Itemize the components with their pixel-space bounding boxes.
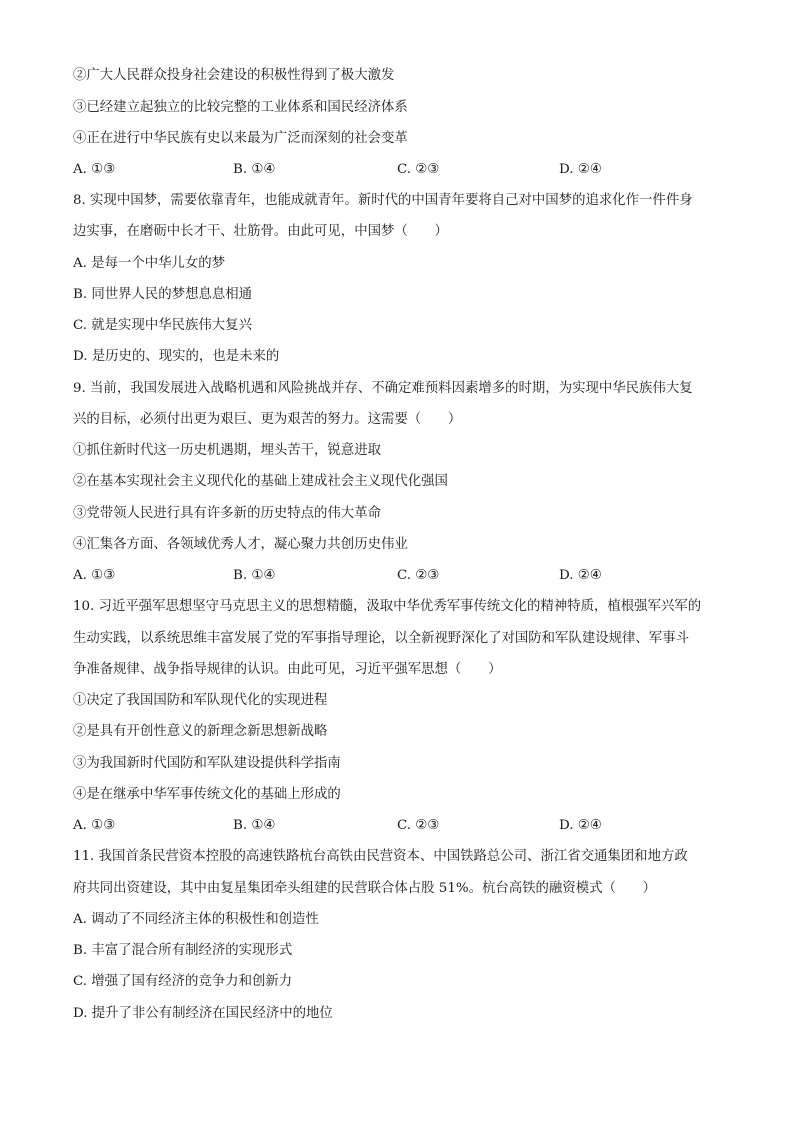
q7-statement-2: ②广大人民群众投身社会建设的积极性得到了极大激发 [73,68,395,83]
q7-option-d: D. ②④ [559,162,602,177]
q10-statement-1: ①决定了我国国防和军队现代化的实现进程 [73,693,328,708]
q10-stem-line-1: 10. 习近平强军思想坚守马克思主义的思想精髓，汲取中华优秀军事传统文化的精神特质，植根强军兴军的 [73,599,702,614]
q9-statement-3: ③党带领人民进行具有许多新的历史特点的伟大革命 [73,506,381,521]
q9-option-b: B. ①④ [233,568,276,583]
q7-option-a: A. ①③ [73,162,116,177]
q9-option-a: A. ①③ [73,568,116,583]
q9-stem-line-2: 兴的目标，必须付出更为艰巨、更为艰苦的努力。这需要（ ） [73,412,462,427]
q10-option-d: D. ②④ [559,818,602,833]
q11-option-b: B. 丰富了混合所有制经济的实现形式 [73,943,293,958]
q10-statement-3: ③为我国新时代国防和军队建设提供科学指南 [73,756,341,771]
q10-stem-line-3: 争准备规律、战争指导规律的认识。由此可见，习近平强军思想（ ） [73,662,502,677]
q7-statement-4: ④正在进行中华民族有史以来最为广泛而深刻的社会变革 [73,131,408,146]
q7-option-c: C. ②③ [397,162,440,177]
q10-option-a: A. ①③ [73,818,116,833]
q8-stem-line-2: 边实事，在磨砺中长才干、壮筋骨。由此可见，中国梦（ ） [73,224,448,239]
q10-option-c: C. ②③ [397,818,440,833]
q11-stem-line-1: 11. 我国首条民营资本控股的高速铁路杭台高铁由民营资本、中国铁路总公司、浙江省交通集团和地方政 [73,849,688,864]
q8-stem-line-1: 8. 实现中国梦，需要依靠青年，也能成就青年。新时代的中国青年要将自己对中国梦的追求化作一件件身 [73,193,693,208]
q9-statement-2: ②在基本实现社会主义现代化的基础上建成社会主义现代化强国 [73,474,448,489]
q7-options [73,159,733,181]
q10-stem-line-2: 生动实践，以系统思维丰富发展了党的军事指导理论，以全新视野深化了对国防和军队建设规律、军事斗 [73,631,689,646]
q9-option-c: C. ②③ [397,568,440,583]
q10-option-b: B. ①④ [233,818,276,833]
q9-statement-1: ①抓住新时代这一历史机遇期，埋头苦干，锐意进取 [73,443,381,458]
q10-options [73,815,733,837]
q7-statement-3: ③已经建立起独立的比较完整的工业体系和国民经济体系 [73,100,408,115]
q11-option-d: D. 提升了非公有制经济在国民经济中的地位 [73,1006,333,1021]
q11-option-a: A. 调动了不同经济主体的积极性和创造性 [73,912,319,927]
q8-option-c: C. 就是实现中华民族伟大复兴 [73,318,252,333]
q8-option-a: A. 是每一个中华儿女的梦 [73,256,226,271]
q9-options [73,565,733,587]
q7-option-b: B. ①④ [233,162,276,177]
q8-option-b: B. 同世界人民的梦想息息相通 [73,287,253,302]
q11-option-c: C. 增强了国有经济的竞争力和创新力 [73,974,293,989]
q9-stem-line-1: 9. 当前，我国发展进入战略机遇和风险挑战并存、不确定难预料因素增多的时期，为实现中华民族伟大复 [73,381,693,396]
q9-statement-4: ④汇集各方面、各领域优秀人才，凝心聚力共创历史伟业 [73,537,408,552]
q8-option-d: D. 是历史的、现实的，也是未来的 [73,349,280,364]
q11-stem-line-2: 府共同出资建设，其中由复星集团牵头组建的民营联合体占股 51%。杭台高铁的融资模式（ ） [73,881,657,896]
q10-statement-4: ④是在继承中华军事传统文化的基础上形成的 [73,787,341,802]
q9-option-d: D. ②④ [559,568,602,583]
q10-statement-2: ②是具有开创性意义的新理念新思想新战略 [73,724,328,739]
